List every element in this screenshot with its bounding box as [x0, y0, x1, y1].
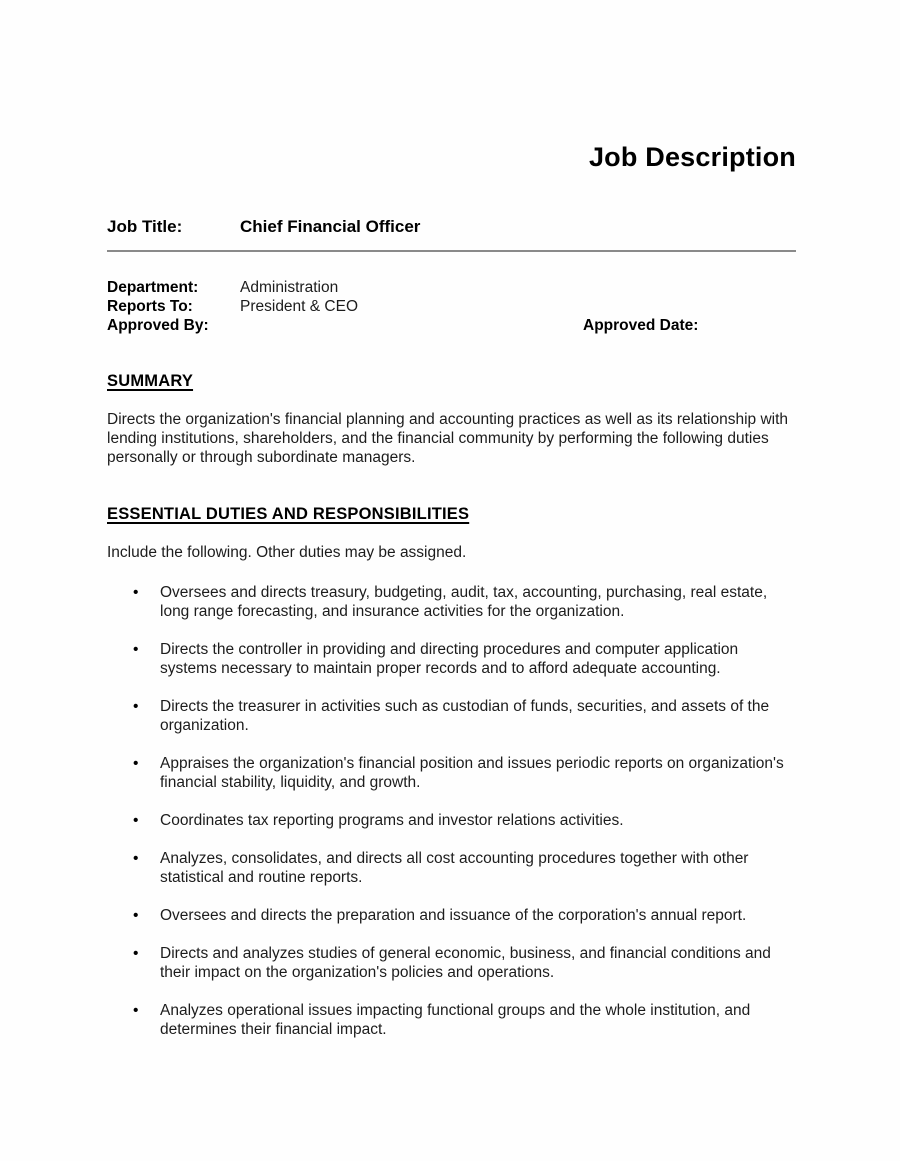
- meta-block: [107, 278, 796, 335]
- meta-row-reports-to: [107, 297, 796, 316]
- duty-item: • Oversees and directs treasury, budgeting, audit, tax, accounting, purchasing, real estate, long range forecasting, and insurance activities for the organization.: [107, 583, 796, 621]
- reports-to-value: President & CEO: [240, 298, 359, 315]
- job-title-label: Job Title:: [107, 217, 183, 236]
- job-title-row: [107, 217, 796, 237]
- duty-item: • Directs the controller in providing and directing procedures and computer application systems necessary to maintain proper records and to afford adequate accounting.: [107, 640, 796, 678]
- department-value: Administration: [240, 279, 339, 296]
- meta-row-approved: [107, 316, 796, 335]
- document-title: Job Description: [588, 142, 796, 172]
- approved-date-label: Approved Date:: [583, 317, 699, 334]
- department-label: Department:: [107, 279, 199, 296]
- duty-item: • Coordinates tax reporting programs and investor relations activities.: [107, 811, 796, 830]
- duty-item: • Directs the treasurer in activities such as custodian of funds, securities, and assets of the organization.: [107, 697, 796, 735]
- duty-item: • Oversees and directs the preparation and issuance of the corporation's annual report.: [107, 906, 796, 925]
- duties-heading: ESSENTIAL DUTIES AND RESPONSIBILITIES: [107, 505, 470, 523]
- duty-item: • Analyzes, consolidates, and directs all cost accounting procedures together with other statistical and routine reports.: [107, 849, 796, 887]
- duty-item: • Analyzes operational issues impacting functional groups and the whole institution, and determines their financial impact.: [107, 1001, 796, 1039]
- meta-row-department: [107, 278, 796, 297]
- duties-intro: Include the following. Other duties may be assigned.: [107, 544, 467, 561]
- reports-to-label: Reports To:: [107, 298, 193, 315]
- summary-heading: SUMMARY: [107, 372, 194, 390]
- header-divider: [107, 250, 796, 252]
- page-content: [107, 0, 796, 1058]
- duties-list: [107, 583, 796, 1039]
- duty-item: • Directs and analyzes studies of general economic, business, and financial conditions and their impact on the organization's policies and operations.: [107, 944, 796, 982]
- duty-item: • Appraises the organization's financial position and issues periodic reports on organization's financial stability, liquidity, and growth.: [107, 754, 796, 792]
- job-title-value: Chief Financial Officer: [240, 217, 421, 236]
- approved-by-label: Approved By:: [107, 317, 209, 334]
- summary-paragraph: Directs the organization's financial planning and accounting practices as well as its relationship with lending institutions, shareholders, and the financial community by performing the following duties personally or through subordinate managers.: [107, 411, 789, 466]
